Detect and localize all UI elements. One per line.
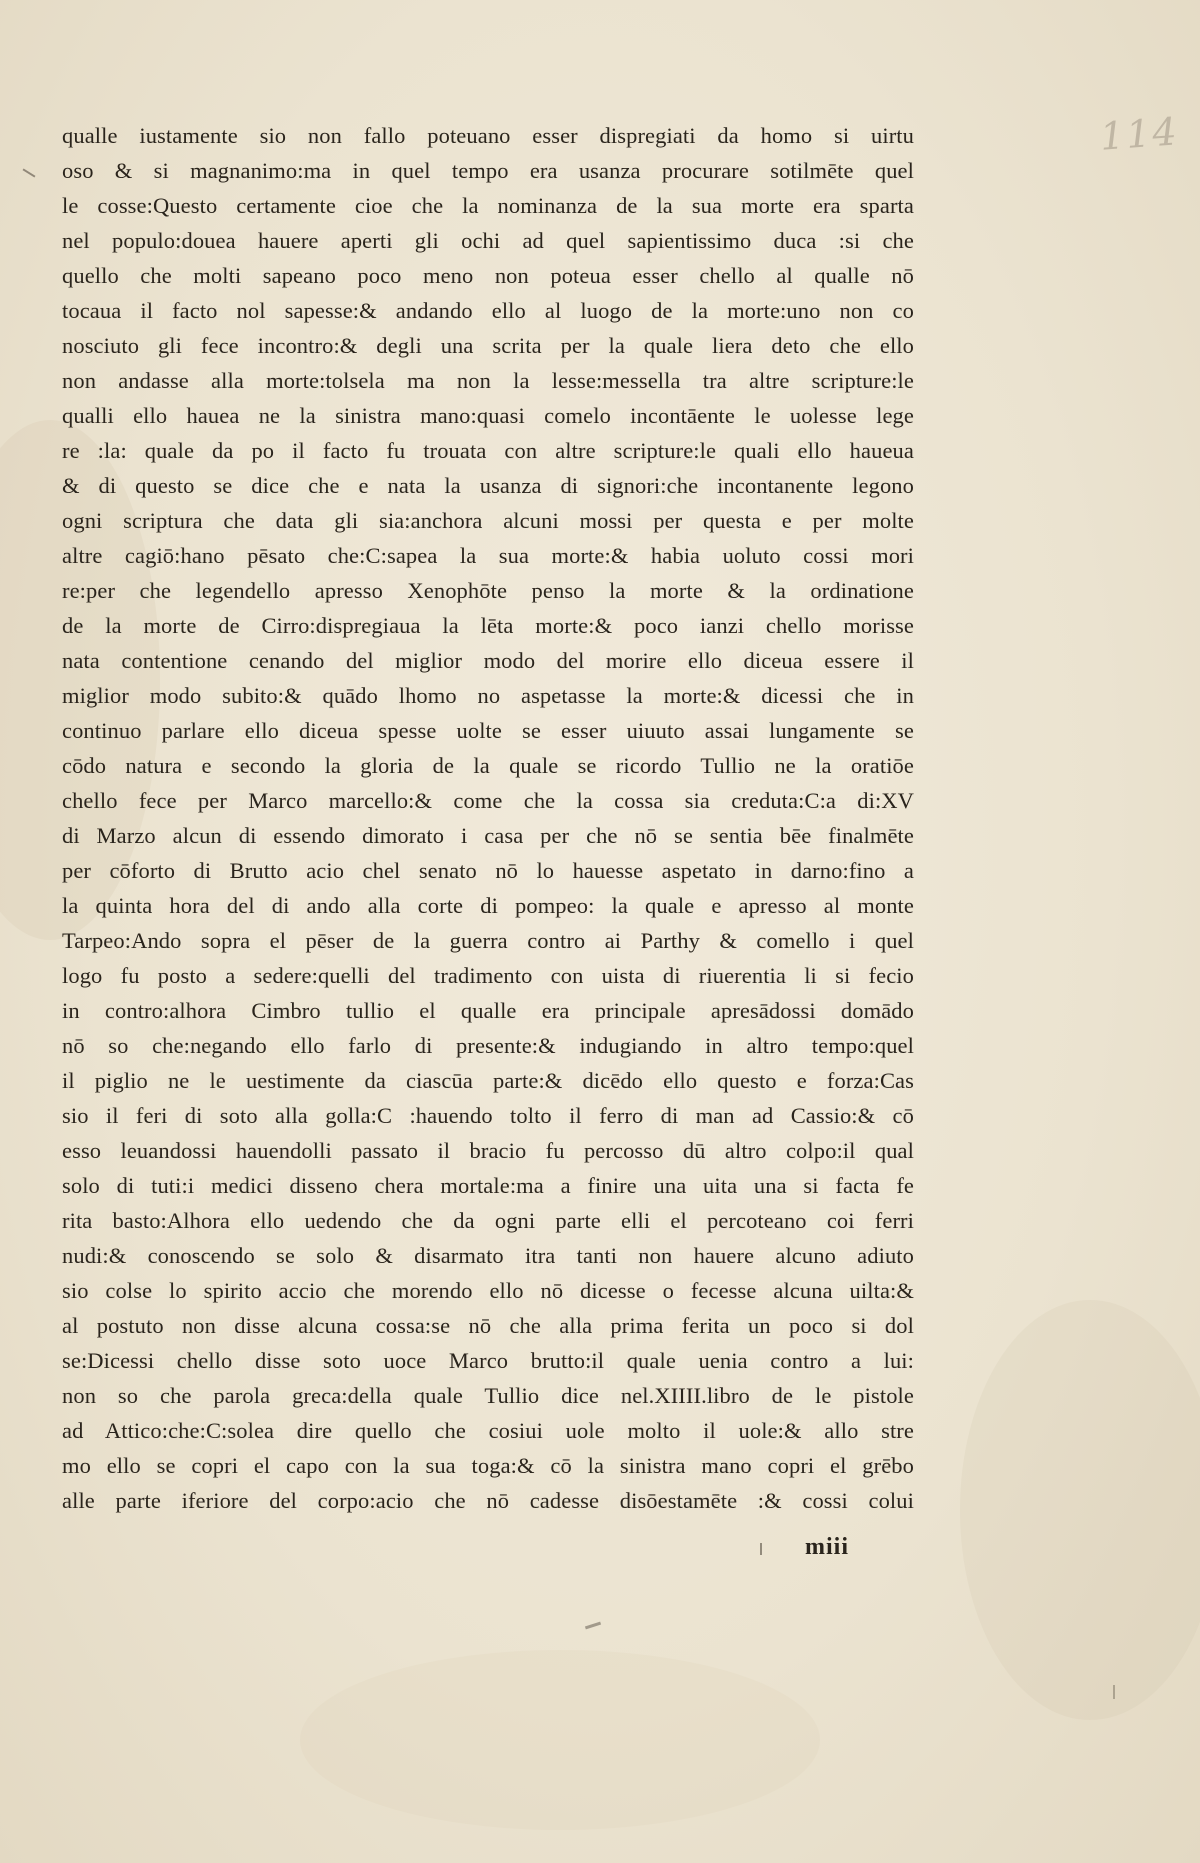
text-line: oso & si magnanimo:ma in quel tempo era usanza procurare sotilmēte quel [62, 158, 914, 183]
text-line: logo fu posto a sedere:quelli del tradimento con uista di riuerentia li si fecio [62, 963, 914, 988]
ink-mark [585, 1622, 601, 1630]
text-line: nudi:& conoscendo se solo & disarmato itra tanti non hauere alcuno adiuto [62, 1243, 914, 1268]
text-line: per cōforto di Brutto acio chel senato nō lo hauesse aspetato in darno:fino a [62, 858, 914, 883]
paper-stain [300, 1650, 820, 1830]
text-line: chello fece per Marco marcello:& come che la cossa sia creduta:C:a di:XV [62, 788, 914, 813]
text-line: nō so che:negando ello farlo di presente:& indugiando in altro tempo:quel [62, 1033, 914, 1058]
text-line: di Marzo alcun di essendo dimorato i casa per che nō se sentia bēe finalmēte [62, 823, 914, 848]
text-line: nosciuto gli fece incontro:& degli una scrita per la quale liera deto che ello [62, 333, 914, 358]
ink-mark [1113, 1685, 1115, 1699]
text-line: le cosse:Questo certamente cioe che la nominanza de la sua morte era sparta [62, 193, 914, 218]
text-line: nata contentione cenando del miglior modo del morire ello diceua essere il [62, 648, 914, 673]
text-line: altre cagiō:hano pēsato che:C:sapea la sua morte:& habia uoluto cossi mori [62, 543, 914, 568]
signature-mark: miii [805, 1534, 849, 1560]
text-line: cōdo natura e secondo la gloria de la quale se ricordo Tullio ne la oratiōe [62, 753, 914, 778]
folio-number: 114 [1098, 109, 1180, 159]
text-line: non so che parola greca:della quale Tullio dice nel.XIIII.libro de le pistole [62, 1383, 914, 1408]
text-line: esso leuandossi hauendolli passato il bracio fu percosso dū altro colpo:il qual [62, 1138, 914, 1163]
text-line: re:per che legendello apresso Xenophōte penso la morte & la ordinatione [62, 578, 914, 603]
text-line: qualli ello hauea ne la sinistra mano:quasi comelo incontāente le uolesse lege [62, 403, 914, 428]
text-line: Tarpeo:Ando sopra el pēser de la guerra contro ai Parthy & comello i quel [62, 928, 914, 953]
ink-mark [760, 1543, 762, 1555]
text-line: re :la: quale da po il facto fu trouata con altre scripture:le quali ello haueua [62, 438, 914, 463]
text-line: miglior modo subito:& quādo lhomo no aspetasse la morte:& dicessi che in [62, 683, 914, 708]
text-line: tocaua il facto nol sapesse:& andando ello al luogo de la morte:uno non co [62, 298, 914, 323]
text-line: solo di tuti:i medici disseno chera mortale:ma a finire una uita una si facta fe [62, 1173, 914, 1198]
text-line: alle parte iferiore del corpo:acio che nō cadesse disōestamēte :& cossi colui [62, 1488, 914, 1513]
ink-mark [23, 168, 36, 177]
text-line: nel populo:douea hauere aperti gli ochi ad quel sapientissimo duca :si che [62, 228, 914, 253]
text-line: & di questo se dice che e nata la usanza di signori:che incontanente legono [62, 473, 914, 498]
text-line: de la morte de Cirro:dispregiaua la lēta morte:& poco ianzi chello morisse [62, 613, 914, 638]
text-line: la quinta hora del di ando alla corte di pompeo: la quale e apresso al monte [62, 893, 914, 918]
text-line: in contro:alhora Cimbro tullio el qualle era principale apresādossi domādo [62, 998, 914, 1023]
text-line: ogni scriptura che data gli sia:anchora alcuni mossi per questa e per molte [62, 508, 914, 533]
text-line: se:Dicessi chello disse soto uoce Marco brutto:il quale uenia contro a lui: [62, 1348, 914, 1373]
text-line: ad Attico:che:C:solea dire quello che cosiui uole molto il uole:& allo stre [62, 1418, 914, 1443]
text-line: sio colse lo spirito accio che morendo ello nō dicesse o fecesse alcuna uilta:& [62, 1278, 914, 1303]
text-line: mo ello se copri el capo con la sua toga:& cō la sinistra mano copri el grēbo [62, 1453, 914, 1478]
text-line: sio il feri di soto alla golla:C :hauendo tolto il ferro di man ad Cassio:& cō [62, 1103, 914, 1128]
text-line: il piglio ne le uestimente da ciascūa parte:& dicēdo ello questo e forza:Cas [62, 1068, 914, 1093]
text-line: rita basto:Alhora ello uedendo che da ogni parte elli el percoteano coi ferri [62, 1208, 914, 1233]
paper-stain [960, 1300, 1200, 1720]
text-line: qualle iustamente sio non fallo poteuano esser dispregiati da homo si uirtu [62, 123, 914, 148]
text-line: non andasse alla morte:tolsela ma non la lesse:messella tra altre scripture:le [62, 368, 914, 393]
text-line: quello che molti sapeano poco meno non poteua esser chello al qualle nō [62, 263, 914, 288]
text-line: al postuto non disse alcuna cossa:se nō che alla prima ferita un poco si dol [62, 1313, 914, 1338]
text-block [62, 118, 914, 1518]
text-line: continuo parlare ello diceua spesse uolte se esser uiuuto assai lungamente se [62, 718, 914, 743]
